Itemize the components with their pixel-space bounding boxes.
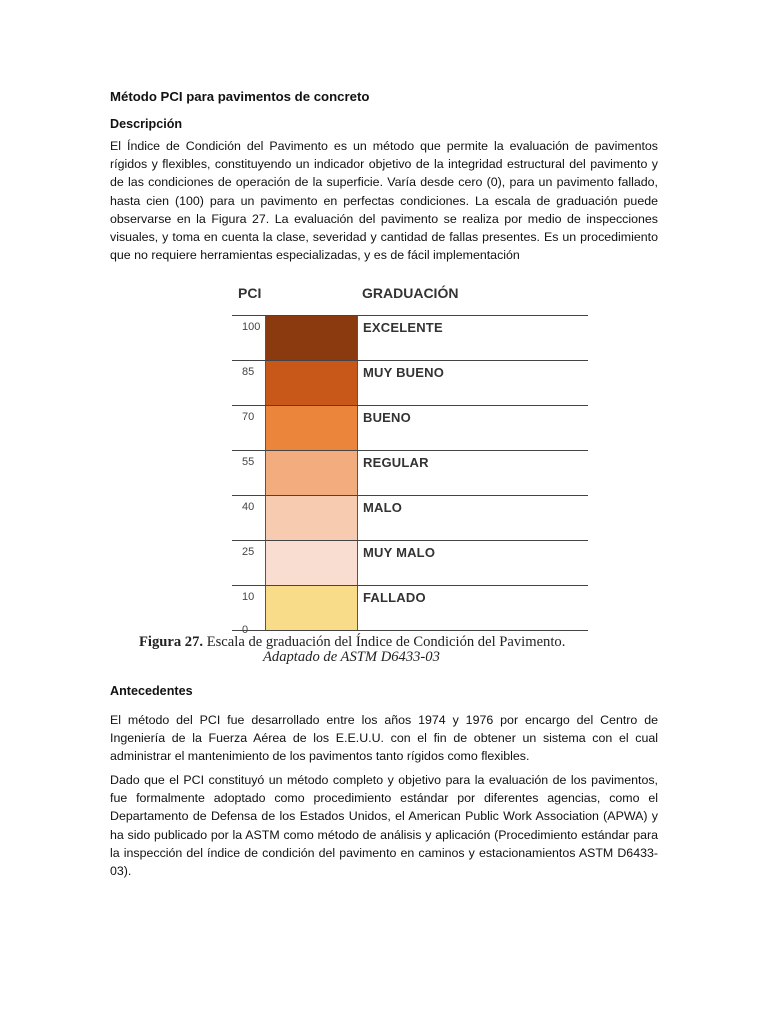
pci-value: 40 xyxy=(242,501,255,513)
color-swatch xyxy=(265,361,358,405)
grade-label: FALLADO xyxy=(363,590,426,605)
scale-header-pci: PCI xyxy=(238,285,262,301)
color-swatch xyxy=(265,541,358,585)
pci-scale xyxy=(232,315,588,631)
color-swatch xyxy=(265,451,358,495)
pci-value: 55 xyxy=(242,456,255,468)
pci-value: 85 xyxy=(242,366,255,378)
document-title: Método PCI para pavimentos de concreto xyxy=(110,89,370,104)
grade-label: REGULAR xyxy=(363,455,429,470)
color-swatch xyxy=(265,406,358,450)
scale-row xyxy=(232,540,588,585)
pci-value: 10 xyxy=(242,591,255,603)
scale-header-graduacion: GRADUACIÓN xyxy=(362,285,459,301)
description-paragraph: El Índice de Condición del Pavimento es un método que permite la evaluación de pavimentos rígidos y flexibles, constituyendo un indicador objetivo de la integridad estructural del pavimento y de las condiciones de operación de la superficie. Varía desde cero (0), para un pavimento fallado, hasta cien (100) para un pavimento en perfectas condiciones. La escala de graduación puede observarse en la Figura 27. La evaluación del pavimento se realiza por medio de inspecciones visuales, y toma en cuenta la clase, severidad y cantidad de fallas presentes. Es un procedimiento que no requiere herramientas especializadas, y es de fácil implementación xyxy=(110,139,658,263)
section-heading-descripcion: Descripción xyxy=(110,117,183,131)
scale-row xyxy=(232,585,588,631)
scale-row xyxy=(232,495,588,540)
figure-label: Figura 27. xyxy=(139,634,204,650)
grade-label: MUY BUENO xyxy=(363,365,445,380)
pci-value: 70 xyxy=(242,411,255,423)
scale-row xyxy=(232,450,588,495)
color-swatch xyxy=(265,496,358,540)
section-heading-antecedentes: Antecedentes xyxy=(110,684,193,698)
scale-row xyxy=(232,405,588,450)
pci-value: 100 xyxy=(242,321,261,333)
pci-value-zero: 0 xyxy=(242,624,249,636)
scale-row xyxy=(232,360,588,405)
grade-label: EXCELENTE xyxy=(363,320,443,335)
grade-label: MUY MALO xyxy=(363,545,436,560)
color-swatch xyxy=(265,586,358,630)
scale-row xyxy=(232,315,588,360)
antecedentes-paragraph-2: Dado que el PCI constituyó un método completo y objetivo para la evaluación de los pavimentos, fue formalmente adoptado como procedimiento estándar por diferentes agencias, como el Departamento de Defensa de los Estados Unidos, el American Public Work Association (APWA) y ha sido publicado por la ASTM como método de análisis y aplicación (Procedimiento estándar para la inspección del índice de condición del pavimento en caminos y estacionamientos ASTM D6433-03). xyxy=(110,773,658,879)
antecedentes-paragraph-1: El método del PCI fue desarrollado entre los años 1974 y 1976 por encargo del Centro de Ingeniería de la Fuerza Aérea de los E.E.U.U. con el fin de obtener un sistema con el cual administrar el mantenimiento de los pavimentos tanto rígidos como flexibles. xyxy=(110,713,658,764)
grade-label: MALO xyxy=(363,500,403,515)
figure-source: Adaptado de ASTM D6433-03 xyxy=(263,649,440,665)
figure-caption-text: Escala de graduación del Índice de Condición del Pavimento. xyxy=(203,634,566,650)
grade-label: BUENO xyxy=(363,410,411,425)
pci-value: 25 xyxy=(242,546,255,558)
figure-caption xyxy=(139,635,579,665)
color-swatch xyxy=(265,316,358,360)
